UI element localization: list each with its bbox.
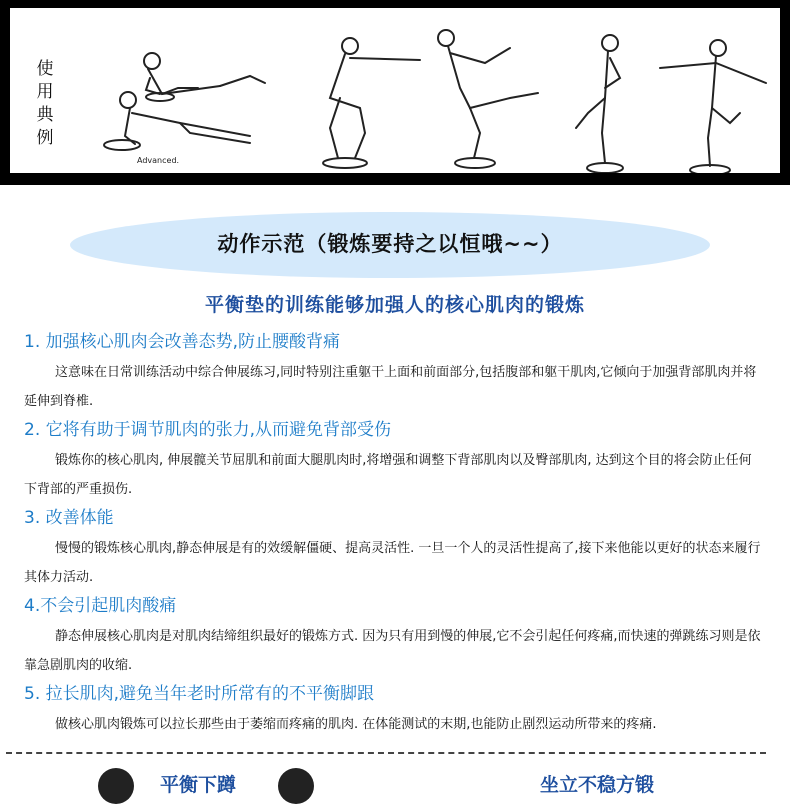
- side-label-char: 例: [36, 128, 54, 148]
- banner-title: 动作示范（锻炼要持之以恒哦~~）: [217, 232, 563, 256]
- figure-leg-extension-icon: [438, 30, 538, 168]
- side-label-char: 使: [36, 59, 54, 79]
- section-heading: 2. 它将有助于调节肌肉的张力,从而避免背部受伤: [24, 420, 392, 440]
- section-body: 静态伸展核心肌肉是对肌肉结缔组织最好的锻炼方式. 因为只有用到慢的伸展,它不会引起任何疼痛,而快速的弹跳练习则是依靠急剧肌肉的收缩.: [24, 629, 761, 673]
- benefit-section: [24, 418, 764, 504]
- section-heading: 1. 加强核心肌肉会改善态势,防止腰酸背痛: [24, 332, 341, 352]
- section-heading: 5. 拉长肌肉,避免当年老时所常有的不平衡脚跟: [24, 684, 375, 704]
- figure-knee-raise-icon: [576, 35, 623, 173]
- benefit-section: [24, 506, 764, 592]
- dashed-divider: [6, 752, 766, 754]
- section-body: 慢慢的锻炼核心肌肉,静态伸展是有的效缓解僵硬、提高灵活性. 一旦一个人的灵活性提高了,接下来他能以更好的状态来履行其体力活动.: [24, 541, 761, 585]
- avatar-photo: [278, 768, 314, 804]
- usage-side-label: [30, 58, 60, 150]
- benefits-list: [24, 330, 764, 741]
- figure-kneeling-lunge-icon: [144, 53, 265, 101]
- side-label-char: 典: [36, 105, 54, 125]
- bottom-peek-right-text: 坐立不稳方锻: [540, 774, 655, 796]
- section-body: 锻炼你的核心肌肉, 伸展髋关节屈肌和前面大腿肌肉时,将增强和调整下背部肌肉以及臀部肌肉, 达到这个目的将会防止任何下背部的严重损伤.: [24, 453, 752, 497]
- benefit-section: [24, 682, 764, 739]
- section-heading: 4.不会引起肌肉酸痛: [24, 596, 177, 616]
- benefit-section: [24, 330, 764, 416]
- figure-squat-icon: [323, 38, 420, 168]
- side-label-char: 用: [36, 82, 54, 102]
- benefit-section: [24, 594, 764, 680]
- section-heading: 3. 改善体能: [24, 508, 114, 528]
- exercise-illustrations: [90, 18, 770, 173]
- section-body: 做核心肌肉锻炼可以拉长那些由于萎缩而疼痛的肌肉. 在体能测试的末期,也能防止剧烈运动所带来的疼痛.: [55, 717, 657, 732]
- figure-single-leg-balance-icon: [660, 40, 766, 173]
- advanced-caption: Advanced.: [137, 156, 180, 165]
- avatar-photo: [98, 768, 134, 804]
- usage-panel-inner: [10, 8, 780, 173]
- section-body: 这意味在日常训练活动中综合伸展练习,同时特别注重躯干上面和前面部分,包括腹部和躯干肌肉,它倾向于加强背部肌肉并将延伸到脊椎.: [24, 365, 757, 409]
- figure-plank-icon: [104, 92, 250, 150]
- usage-panel: [0, 0, 790, 185]
- bottom-peek-left-text: 平衡下蹲: [160, 774, 237, 796]
- page-subtitle: 平衡垫的训练能够加强人的核心肌肉的锻炼: [204, 294, 585, 316]
